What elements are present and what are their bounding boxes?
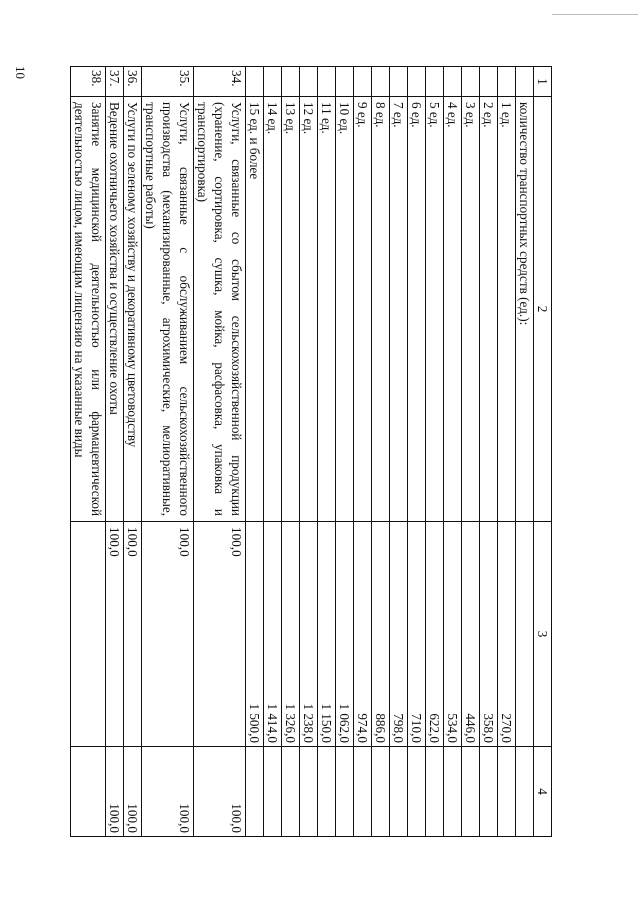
empty-cell: [516, 747, 534, 837]
scan-edge-line: [552, 14, 638, 15]
service-value-col3: 100,0: [194, 522, 246, 747]
subheader-row: [516, 67, 534, 837]
vehicle-row: [444, 67, 462, 837]
vehicle-row: [354, 67, 372, 837]
vehicle-rate-value: 974,0: [354, 522, 372, 747]
vehicle-count-label: 10 ед.: [336, 97, 354, 522]
vehicle-row: [408, 67, 426, 837]
rotated-table-page: [62, 66, 552, 836]
empty-cell: [408, 747, 426, 837]
vehicle-count-label: 7 ед.: [390, 97, 408, 522]
empty-cell: [246, 747, 264, 837]
vehicle-rate-value: 1 414,0: [264, 522, 282, 747]
empty-cell: [264, 747, 282, 837]
service-value-col3: 100,0: [106, 522, 124, 747]
vehicle-count-label: 6 ед.: [408, 97, 426, 522]
service-number: 35.: [142, 67, 194, 97]
service-row: [124, 67, 142, 837]
vehicle-count-label: 5 ед.: [426, 97, 444, 522]
row-number-cell: [246, 67, 264, 97]
vehicle-row: [264, 67, 282, 837]
vehicle-row: [390, 67, 408, 837]
service-value-col4: [71, 747, 106, 837]
row-number-cell: [408, 67, 426, 97]
service-row: [106, 67, 124, 837]
vehicle-rate-value: 1 326,0: [282, 522, 300, 747]
service-value-col4: 100,0: [142, 747, 194, 837]
header-cell-2: 2: [534, 97, 552, 522]
service-description: Занятие медицинской деятельностью или фармацевтической деятельностью лицом, имеющим лицензию на указанные виды: [71, 97, 106, 522]
service-number: 34.: [194, 67, 246, 97]
vehicle-rate-value: 1 062,0: [336, 522, 354, 747]
empty-cell: [426, 747, 444, 837]
vehicle-rate-value: 710,0: [408, 522, 426, 747]
empty-cell: [390, 747, 408, 837]
vehicle-row: [246, 67, 264, 837]
vehicle-row: [462, 67, 480, 837]
vehicle-count-label: 2 ед.: [480, 97, 498, 522]
vehicle-count-label: 8 ед.: [372, 97, 390, 522]
service-row: [71, 67, 106, 837]
empty-cell: [372, 747, 390, 837]
empty-cell: [318, 747, 336, 837]
row-number-cell: [480, 67, 498, 97]
empty-cell: [336, 747, 354, 837]
vehicle-row: [336, 67, 354, 837]
vehicle-row: [318, 67, 336, 837]
vehicle-row: [300, 67, 318, 837]
vehicle-rate-value: 1 150,0: [318, 522, 336, 747]
vehicle-count-label: 15 ед. и более: [246, 97, 264, 522]
vehicle-row: [282, 67, 300, 837]
row-number-cell: [318, 67, 336, 97]
vehicle-rate-value: 270,0: [498, 522, 516, 747]
service-row: [194, 67, 246, 837]
vehicle-rate-value: 1 500,0: [246, 522, 264, 747]
empty-cell: [498, 747, 516, 837]
service-value-col3: 100,0: [142, 522, 194, 747]
header-cell-4: 4: [534, 747, 552, 837]
row-number-cell: [498, 67, 516, 97]
service-number: 36.: [124, 67, 142, 97]
vehicle-count-label: 3 ед.: [462, 97, 480, 522]
vehicle-rate-value: 622,0: [426, 522, 444, 747]
row-number-cell: [390, 67, 408, 97]
vehicle-rate-value: 1 238,0: [300, 522, 318, 747]
service-value-col4: 100,0: [124, 747, 142, 837]
vehicle-count-label: 1 ед.: [498, 97, 516, 522]
vehicle-count-label: 12 ед.: [300, 97, 318, 522]
empty-cell: [516, 522, 534, 747]
vehicle-count-label: 14 ед.: [264, 97, 282, 522]
empty-cell: [462, 747, 480, 837]
service-description: Ведение охотничьего хозяйства и осуществление охоты: [106, 97, 124, 522]
subheader-text: количество транспортных средств (ед.):: [516, 97, 534, 522]
service-number: 37.: [106, 67, 124, 97]
service-value-col4: 100,0: [194, 747, 246, 837]
empty-cell: [354, 747, 372, 837]
row-number-cell: [336, 67, 354, 97]
page-number: 10: [13, 66, 28, 79]
vehicle-rate-value: 798,0: [390, 522, 408, 747]
vehicle-rate-value: 886,0: [372, 522, 390, 747]
empty-cell: [480, 747, 498, 837]
row-number-cell: [372, 67, 390, 97]
header-cell-3: 3: [534, 522, 552, 747]
service-description: Услуги по зеленому хозяйству и декоративному цветоводству: [124, 97, 142, 522]
service-value-col4: 100,0: [106, 747, 124, 837]
service-number: 38.: [71, 67, 106, 97]
service-description: Услуги, связанные с обслуживанием сельскохозяйственного производства (механизированные, агрохимические, мелиоративные, транспортные работы): [142, 97, 194, 522]
row-number-cell: [462, 67, 480, 97]
vehicle-row: [498, 67, 516, 837]
header-row: [534, 67, 552, 837]
vehicle-count-label: 9 ед.: [354, 97, 372, 522]
row-number-cell: [354, 67, 372, 97]
vehicle-row: [372, 67, 390, 837]
row-number-cell: [444, 67, 462, 97]
service-value-col3: 100,0: [124, 522, 142, 747]
vehicle-count-label: 4 ед.: [444, 97, 462, 522]
vehicle-count-label: 11 ед.: [318, 97, 336, 522]
vehicle-rate-value: 358,0: [480, 522, 498, 747]
row-number-cell: [426, 67, 444, 97]
service-value-col3: [71, 522, 106, 747]
vehicle-row: [426, 67, 444, 837]
empty-num-cell: [516, 67, 534, 97]
vehicle-count-label: 13 ед.: [282, 97, 300, 522]
header-cell-1: 1: [534, 67, 552, 97]
service-description: Услуги, связанные со сбытом сельскохозяйственной продукции (хранение, сортировка, сушка, мойка, расфасовка, упаковка и транспортировка): [194, 97, 246, 522]
row-number-cell: [264, 67, 282, 97]
vehicle-row: [480, 67, 498, 837]
row-number-cell: [282, 67, 300, 97]
service-row: [142, 67, 194, 837]
row-number-cell: [300, 67, 318, 97]
tariff-table: [70, 66, 552, 837]
vehicle-rate-value: 446,0: [462, 522, 480, 747]
empty-cell: [282, 747, 300, 837]
empty-cell: [300, 747, 318, 837]
vehicle-rate-value: 534,0: [444, 522, 462, 747]
empty-cell: [444, 747, 462, 837]
